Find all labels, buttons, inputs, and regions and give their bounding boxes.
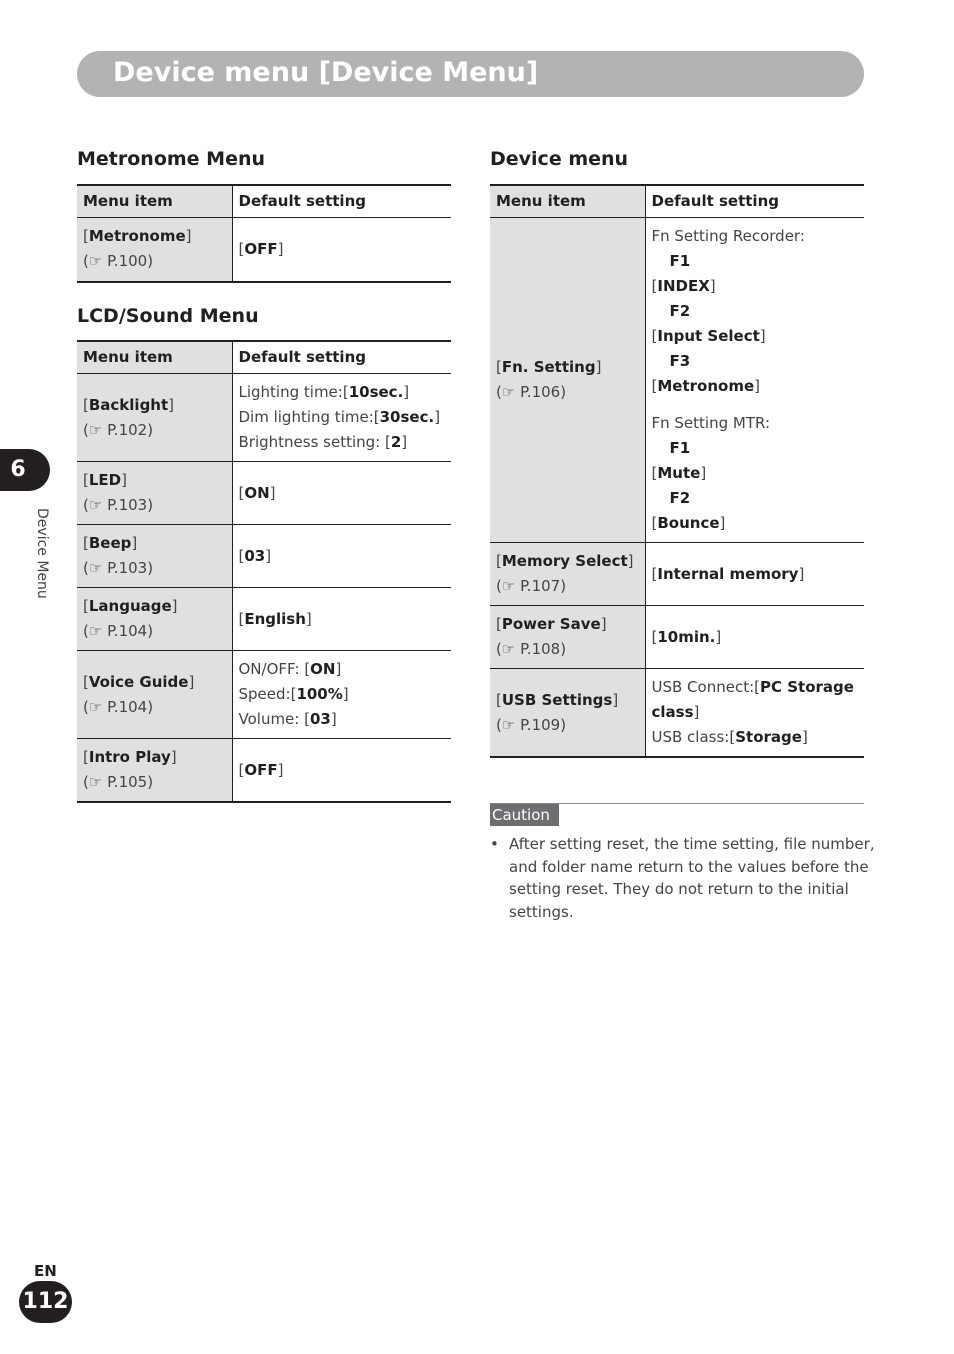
page-title: Device menu [Device Menu] [113,57,539,88]
menu-item-cell: [Intro Play] (☞ P.105) [77,739,232,803]
page-number-text: 112 [22,1289,69,1314]
setting-value: 2 [390,433,402,451]
metronome-menu-heading: Metronome Menu [77,148,266,170]
col-header-default-setting: Default setting [232,341,451,374]
menu-item-cell: [Backlight] (☞ P.102) [77,374,232,462]
default-setting-cell: [ON] [232,462,451,525]
language-label: EN [34,1262,57,1280]
default-setting-cell: Fn Setting Recorder: F1 [INDEX] F2 [Input Select] F3 [Metronome] Fn Setting MTR: F1 [Mute] F2 [Bounce] [645,218,864,543]
col-header-menu-item: Menu item [77,185,232,218]
page-reference: P.103 [107,496,148,514]
fn-key-label: F2 [669,489,691,507]
setting-label: Brightness setting: [238,433,385,451]
menu-item-name: Voice Guide [88,672,189,691]
reference-icon: ☞ [88,622,103,640]
default-value: Internal memory [657,564,799,583]
fn-recorder-label: Fn Setting Recorder: [651,227,805,245]
menu-item-cell: [Memory Select] (☞ P.107) [490,543,645,606]
reference-icon: ☞ [88,773,103,791]
menu-item-name: Backlight [88,395,169,414]
menu-item-name: Fn. Setting [501,358,596,376]
reference-icon: ☞ [501,715,516,734]
default-value: 10min. [657,627,716,646]
device-menu-table [490,184,864,758]
setting-label: Lighting time: [238,383,343,401]
page-reference: P.108 [520,640,561,658]
fn-mtr-label: Fn Setting MTR: [651,414,770,432]
reference-icon: ☞ [88,697,103,716]
page-reference: P.105 [107,773,148,791]
table-row-language [77,588,451,651]
reference-icon: ☞ [88,252,103,271]
default-value: OFF [244,239,278,258]
page-reference: P.103 [107,559,148,577]
fn-key-label: F2 [669,302,691,320]
setting-label: USB class: [651,728,730,746]
default-setting-cell: [OFF] [232,218,451,282]
page-title-banner [77,51,864,97]
page-reference: P.107 [520,577,561,595]
setting-value: 100% [296,685,343,703]
table-header-row [77,341,451,374]
setting-value: 10sec. [348,383,404,401]
metronome-menu-table [77,184,451,283]
table-row-backlight [77,374,451,462]
menu-item-name: Power Save [501,615,601,633]
table-header-row [490,185,864,218]
setting-label: Speed: [238,685,291,703]
caution-item [490,833,875,923]
menu-item-name: Memory Select [501,552,628,570]
menu-item-name: Intro Play [88,748,171,766]
reference-icon: ☞ [501,640,516,658]
page-reference: P.102 [107,420,148,439]
table-header-row [77,185,451,218]
col-header-menu-item: Menu item [77,341,232,374]
fn-key-value: Metronome [657,377,755,395]
fn-key-label: F1 [669,252,691,270]
setting-label: USB Connect: [651,678,755,696]
menu-item-name: Metronome [88,227,186,246]
chapter-number: 6 [10,457,26,482]
fn-key-value: Input Select [657,327,760,345]
caution-line: settings. [509,902,574,921]
fn-key-value: Bounce [657,514,720,532]
col-header-default-setting: Default setting [645,185,864,218]
device-menu-heading: Device menu [490,148,629,170]
table-row-beep [77,525,451,588]
table-row-usb-settings [490,669,864,758]
menu-item-cell: [Fn. Setting] (☞ P.106) [490,218,645,543]
menu-item-cell: [LED] (☞ P.103) [77,462,232,525]
reference-icon: ☞ [501,577,516,595]
default-setting-cell: [10min.] [645,606,864,669]
page-number [19,1281,72,1323]
table-row-intro-play [77,739,451,803]
menu-item-cell: [Power Save] (☞ P.108) [490,606,645,669]
menu-item-cell: [Metronome] (☞ P.100) [77,218,232,282]
setting-label: Volume: [238,710,305,728]
chapter-tab [0,449,50,491]
caution-label: Caution [490,804,559,826]
caution-line: and folder name return to the values before the [509,857,869,876]
menu-item-name: USB Settings [501,690,613,709]
page-reference: P.100 [107,252,148,271]
table-row-power-save [490,606,864,669]
table-row-memory-select [490,543,864,606]
reference-icon: ☞ [88,496,103,514]
page-reference: P.109 [520,715,561,734]
table-row-fn-setting [490,218,864,543]
col-header-menu-item: Menu item [490,185,645,218]
col-header-default-setting: Default setting [232,185,451,218]
default-value: ON [244,483,270,502]
caution-line: After setting reset, the time setting, file number, [509,835,875,853]
setting-label: ON/OFF: [238,660,305,678]
caution-line: setting reset. They do not return to the initial [509,880,849,898]
setting-label: Dim lighting time: [238,408,374,426]
default-setting-cell: [OFF] [232,739,451,803]
default-value: English [244,609,306,628]
menu-item-cell: [Beep] (☞ P.103) [77,525,232,588]
fn-key-value: Mute [657,464,701,482]
setting-value: 03 [309,710,331,728]
menu-item-name: Beep [88,534,132,552]
menu-item-cell: [Voice Guide] (☞ P.104) [77,651,232,739]
page-reference: P.104 [107,622,148,640]
bullet-icon: • [490,835,499,853]
default-setting-cell: [English] [232,588,451,651]
setting-value: 30sec. [379,408,435,426]
setting-value: PC Storage [760,678,854,696]
default-setting-cell: [Internal memory] [645,543,864,606]
fn-key-label: F1 [669,439,691,457]
menu-item-cell: [Language] (☞ P.104) [77,588,232,651]
default-value: OFF [244,760,278,779]
menu-item-name: LED [88,471,122,489]
caution-list [490,833,875,923]
setting-value: Storage [735,728,802,746]
page-reference: P.106 [520,383,561,401]
default-value: 03 [244,546,266,565]
lcd-sound-menu-table [77,340,451,803]
table-row-voice-guide [77,651,451,739]
default-setting-cell: Lighting time:[10sec.] Dim lighting time:[30sec.] Brightness setting: [2] [232,374,451,462]
setting-value: class [651,703,694,721]
table-row [77,218,451,282]
fn-key-value: INDEX [657,277,710,295]
setting-value: ON [310,660,336,678]
page-reference: P.104 [107,697,148,716]
default-setting-cell: USB Connect:[PC Storage class] USB class:[Storage] [645,669,864,758]
menu-item-name: Language [88,597,172,615]
table-row-led [77,462,451,525]
chapter-name: Device Menu [34,508,50,599]
fn-key-label: F3 [669,352,691,370]
reference-icon: ☞ [88,559,103,577]
reference-icon: ☞ [501,383,516,401]
menu-item-cell: [USB Settings] (☞ P.109) [490,669,645,758]
reference-icon: ☞ [88,420,103,439]
default-setting-cell: [03] [232,525,451,588]
lcd-sound-menu-heading: LCD/Sound Menu [77,305,259,327]
default-setting-cell: ON/OFF: [ON] Speed:[100%] Volume: [03] [232,651,451,739]
